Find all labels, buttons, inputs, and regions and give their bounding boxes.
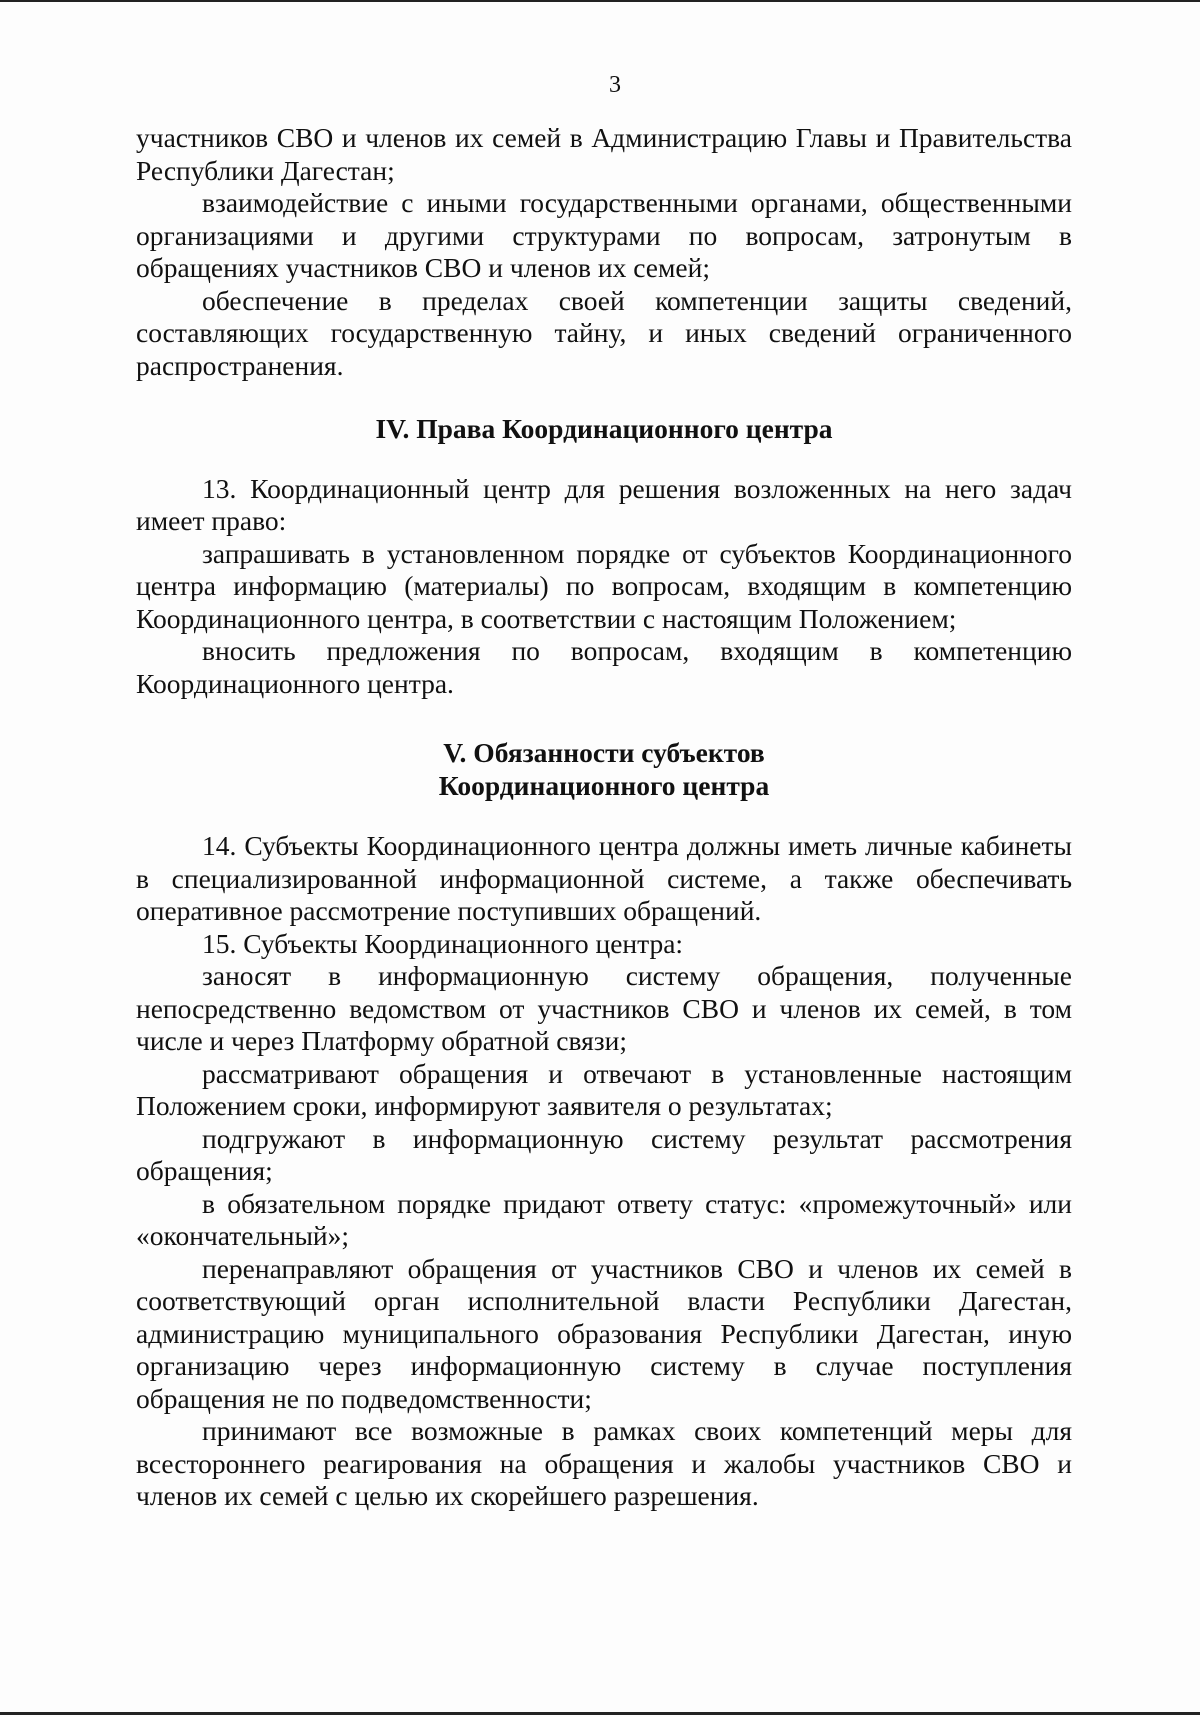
section-heading-duties xyxy=(136,737,1072,802)
paragraph-review-requests: рассматривают обращения и отвечают в установленные настоящим Положением сроки, информируют заявителя о результатах; xyxy=(136,1057,1072,1121)
section-heading-rights: IV. Права Координационного центра xyxy=(375,413,833,444)
document-body xyxy=(136,122,1072,1513)
page-number: 3 xyxy=(609,72,621,98)
section-heading-duties-line2: Координационного центра xyxy=(438,769,770,801)
paragraph-continuation: участников СВО и членов их семей в Администрацию Главы и Правительства Республики Дагестан; xyxy=(136,122,1072,186)
paragraph-13: 13. Координационный центр для решения возложенных на него задач имеет право: xyxy=(136,472,1072,536)
scan-top-edge xyxy=(0,0,1200,2)
scan-bottom-edge xyxy=(0,1712,1200,1715)
section-heading-duties-line1: V. Обязанности субъектов xyxy=(443,737,765,768)
paragraph-status: в обязательном порядке придают ответу статус: «промежуточный» или «окончательный»; xyxy=(136,1187,1072,1251)
paragraph-15: 15. Субъекты Координационного центра: xyxy=(202,927,684,959)
paragraph-interaction: взаимодействие с иными государственными органами, общественными организациями и другими структурами по вопросам, затронутым в обращениях участников СВО и членов их семей; xyxy=(136,187,1072,283)
paragraph-proposals: вносить предложения по вопросам, входящим в компетенцию Координационного центра. xyxy=(136,635,1072,699)
paragraph-enter-requests: заносят в информационную систему обращения, полученные непосредственно ведомством от участников СВО и членов их семей, в том числе и через Платформу обратной связи; xyxy=(136,960,1072,1056)
paragraph-secrecy: обеспечение в пределах своей компетенции защиты сведений, составляющих государственную тайну, и иных сведений ограниченного распространения. xyxy=(136,284,1072,381)
paragraph-upload-results: подгружают в информационную систему результат рассмотрения обращения; xyxy=(136,1122,1072,1186)
paragraph-measures: принимают все возможные в рамках своих компетенций меры для всестороннего реагирования на обращения и жалобы участников СВО и членов их семей с целью их скорейшего разрешения. xyxy=(136,1415,1072,1511)
paragraph-14: 14. Субъекты Координационного центра должны иметь личные кабинеты в специализированной информационной системе, а также обеспечивать оперативное рассмотрение поступивших обращений. xyxy=(136,830,1072,926)
paragraph-redirect: перенаправляют обращения от участников СВО и членов их семей в соответствующий орган исполнительной власти Республики Дагестан, администрацию муниципального образования Республики Дагестан, иную организацию через информационную систему в случае поступления обращения не по подведомственности; xyxy=(136,1252,1072,1414)
paragraph-request-info: запрашивать в установленном порядке от субъектов Координационного центра информацию (материалы) по вопросам, входящим в компетенцию Координационного центра, в соответствии с настоящим Положением; xyxy=(136,537,1072,634)
